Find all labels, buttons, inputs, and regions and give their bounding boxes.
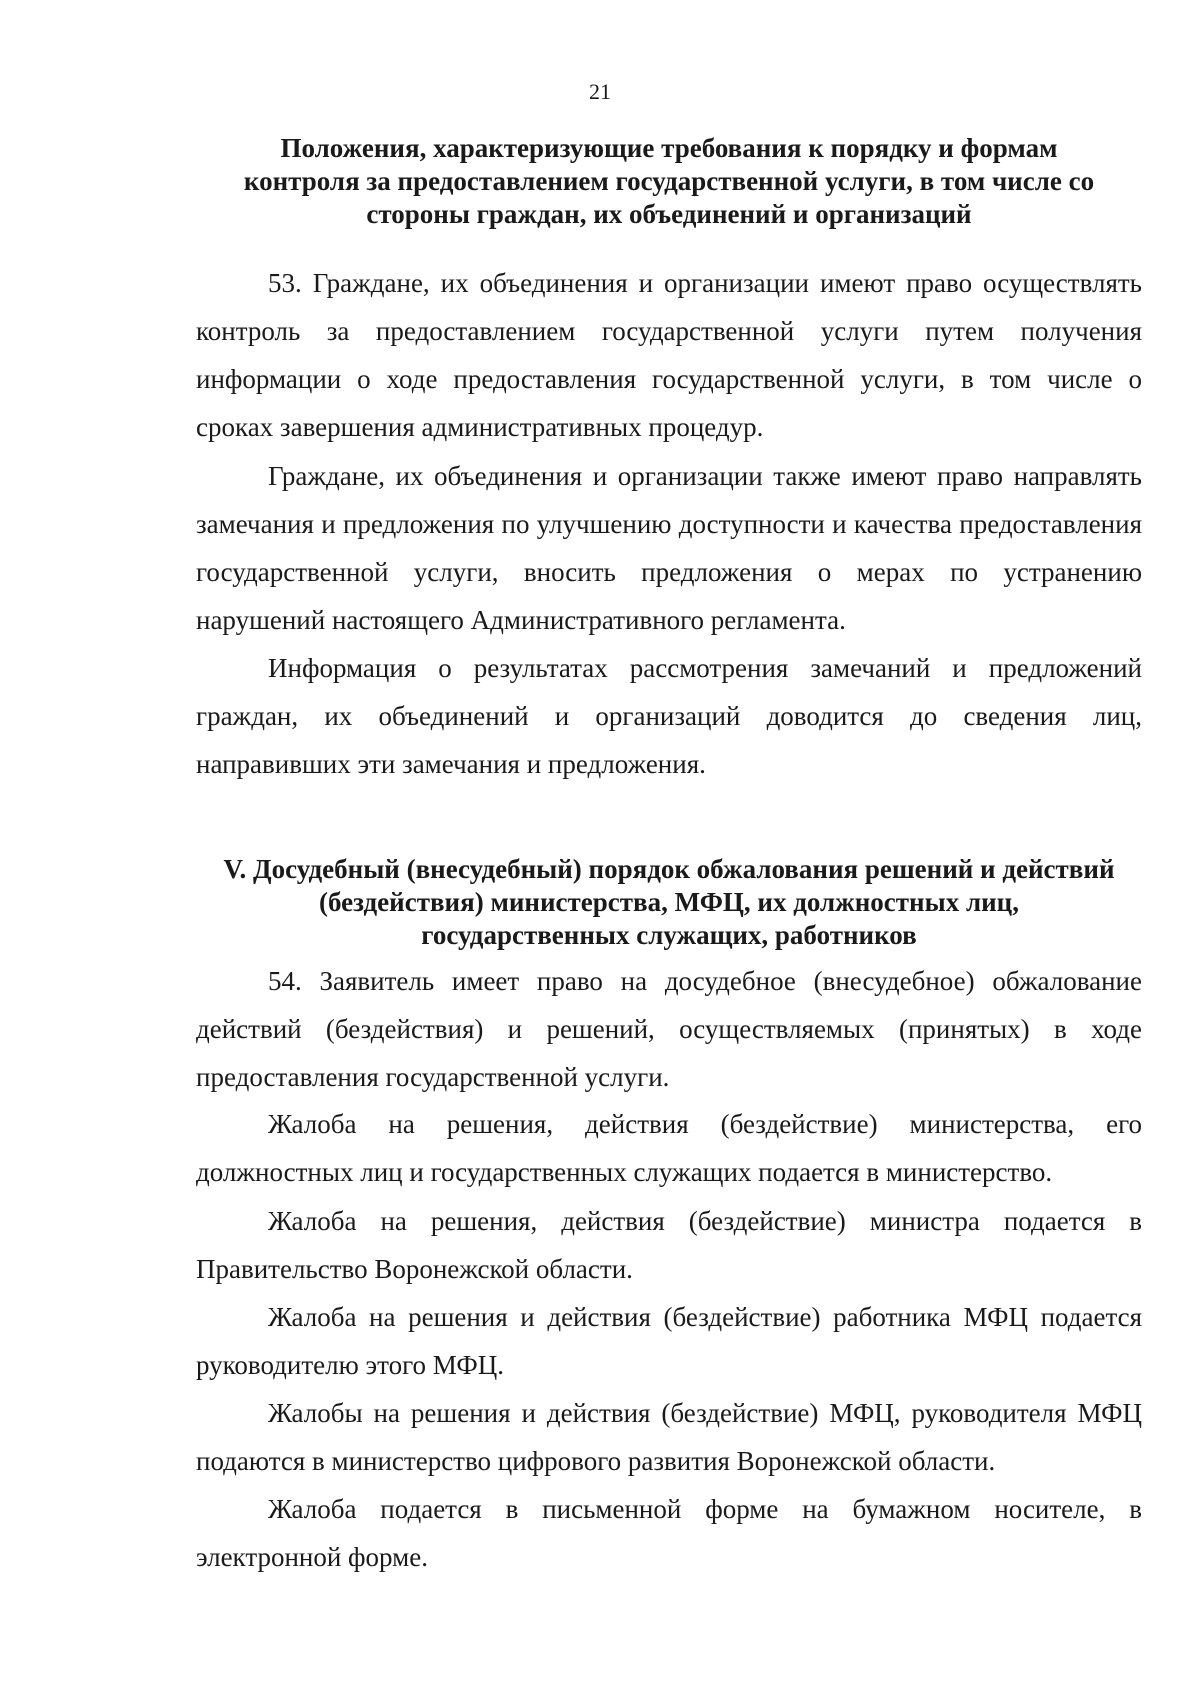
section-heading-appeal [196, 853, 1142, 952]
paragraph-53-remarks: Граждане, их объединения и организации также имеют право направлять замечания и предложения по улучшению доступности и качества предоставления государственной услуги, вносить предложения о мерах по устранению нарушений настоящего Административного регламента. [196, 461, 1142, 635]
paragraph-53-information: Информация о результатах рассмотрения замечаний и предложений граждан, их объединений и организаций доводится до сведения лиц, направивших эти замечания и предложения. [196, 653, 1142, 779]
heading-line: (бездействия) министерства, МФЦ, их должностных лиц, [319, 887, 1019, 917]
heading-line: V. Досудебный (внесудебный) порядок обжалования решений и действий [223, 854, 1115, 884]
heading-line: стороны граждан, их объединений и организаций [366, 199, 972, 229]
paragraph-53-rights: 53. Граждане, их объединения и организации имеют право осуществлять контроль за предоставлением государственной услуги путем получения информации о ходе предоставления государственной услуги, в том числе о сроках завершения административных процедур. [196, 268, 1142, 442]
heading-line: Положения, характеризующие требования к порядку и формам [280, 133, 1058, 163]
paragraph-54-complaint-minister: Жалоба на решения, действия (бездействие) министра подается в Правительство Воронежской области. [196, 1206, 1142, 1284]
paragraph-54-complaint-mfc-worker: Жалоба на решения и действия (бездействие) работника МФЦ подается руководителю этого МФЦ. [196, 1302, 1142, 1380]
paragraph-54-complaint-form: Жалоба подается в письменной форме на бумажном носителе, в электронной форме. [196, 1494, 1142, 1572]
section-heading-control [196, 132, 1142, 231]
heading-line: государственных служащих, работников [421, 920, 917, 950]
paragraph-54-right-to-appeal: 54. Заявитель имеет право на досудебное (внесудебное) обжалование действий (бездействия) и решений, осуществляемых (принятых) в ходе предоставления государственной услуги. [196, 966, 1142, 1092]
paragraph-54-complaint-ministry: Жалоба на решения, действия (бездействие) министерства, его должностных лиц и государственных служащих подается в министерство. [196, 1109, 1142, 1187]
heading-line: контроля за предоставлением государственной услуги, в том числе со [243, 166, 1095, 196]
paragraph-54-complaint-mfc: Жалобы на решения и действия (бездействие) МФЦ, руководителя МФЦ подаются в министерство цифрового развития Воронежской области. [196, 1398, 1142, 1476]
page-number: 21 [589, 79, 611, 104]
